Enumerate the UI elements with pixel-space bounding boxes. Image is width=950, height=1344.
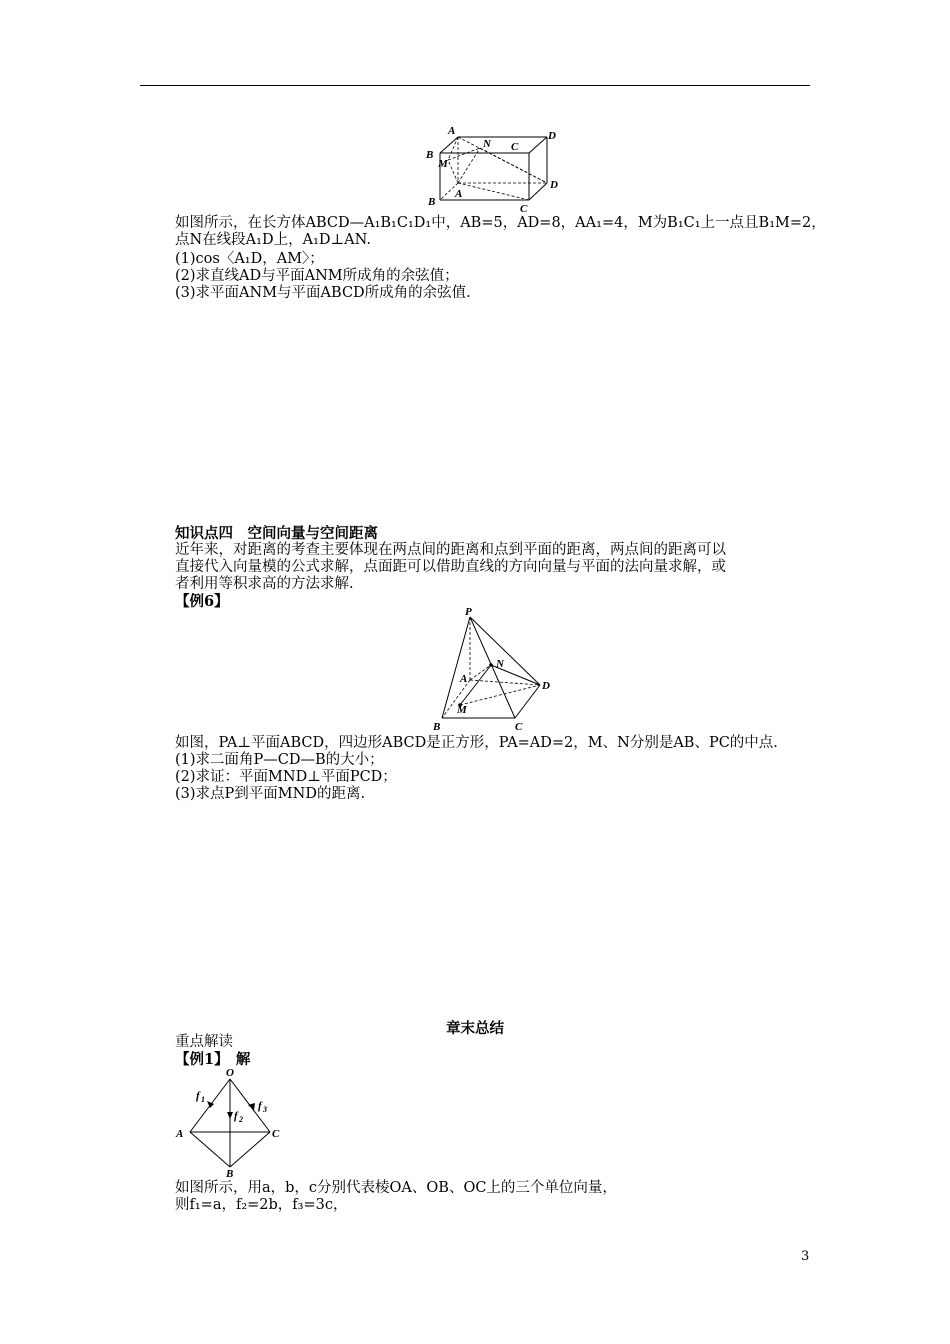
label-N: N	[483, 138, 491, 150]
key-points-label: 重点解读	[175, 1034, 233, 1050]
label-D: D	[542, 680, 550, 692]
label-f2: f	[234, 1110, 238, 1122]
label-N: N	[496, 658, 504, 670]
label-C: C	[515, 721, 523, 733]
label-A: A	[455, 188, 463, 200]
page-number: 3	[801, 1249, 810, 1264]
label-C: C	[272, 1128, 280, 1140]
label-P: P	[465, 606, 472, 618]
label-A: A	[460, 673, 468, 685]
solution-line2: 则f₁=a，f₂=2b，f₃=3c，	[175, 1197, 348, 1213]
example-1-label: 【例1】 解	[175, 1051, 251, 1068]
section-4	[175, 525, 815, 610]
problem-6	[175, 735, 815, 803]
label-C: C	[520, 203, 528, 215]
label-f3: f	[258, 1100, 262, 1112]
label-B: B	[433, 721, 441, 733]
problem-6-line1: 如图，PA⊥平面ABCD，四边形ABCD是正方形，PA=AD=2，M、N分别是AB、PC的中点.	[175, 735, 778, 751]
problem-5-q1: (1)cos〈A₁D，AM〉；	[175, 251, 324, 267]
label-B: B	[428, 196, 436, 208]
problem-6-q1: (1)求二面角P—CD—B的大小；	[175, 752, 384, 768]
summary-intro	[175, 1034, 815, 1068]
label-D1: D	[548, 130, 556, 142]
label-B: B	[226, 1168, 234, 1180]
label-f1-sub: 1	[201, 1095, 205, 1104]
problem-5-q3: (3)求平面ANM与平面ABCD所成角的余弦值.	[175, 285, 471, 301]
figure-forces	[172, 1064, 292, 1179]
section-4-heading: 知识点四 空间向量与空间距离	[175, 525, 378, 542]
label-f3-sub: 3	[263, 1105, 267, 1114]
label-f1: f	[196, 1090, 200, 1102]
problem-6-q3: (3)求点P到平面MND的距离.	[175, 786, 366, 802]
label-M: M	[438, 158, 448, 170]
section-4-p1: 近年来，对距离的考查主要体现在两点间的距离和点到平面的距离，两点间的距离可以	[175, 542, 726, 558]
label-f2-sub: 2	[239, 1115, 243, 1124]
chapter-summary-title: 章末总结	[446, 1020, 504, 1037]
problem-6-q2: (2)求证：平面MND⊥平面PCD；	[175, 769, 397, 785]
solution-line1: 如图所示，用a，b，c分别代表棱OA、OB、OC上的三个单位向量，	[175, 1180, 617, 1196]
label-C1: C	[511, 141, 519, 153]
problem-5-line2: 点N在线段A₁D上，A₁D⊥AN.	[175, 232, 371, 248]
problem-5	[175, 215, 826, 302]
solution	[175, 1180, 815, 1214]
header-rule	[140, 85, 810, 86]
label-B1: B	[426, 149, 434, 161]
problem-5-line1: 如图所示，在长方体ABCD—A₁B₁C₁D₁中，AB=5，AD=8，AA₁=4，M为B₁C₁上一点且B₁M=2，	[175, 215, 826, 231]
label-A: A	[176, 1128, 184, 1140]
example-6-label: 【例6】	[175, 593, 229, 610]
label-D: D	[550, 179, 558, 191]
figure-cuboid	[420, 125, 570, 215]
label-A1: A	[448, 125, 456, 137]
label-O: O	[226, 1067, 234, 1079]
figure-pyramid	[430, 605, 570, 735]
section-4-p3: 者利用等积求高的方法求解.	[175, 576, 354, 592]
section-4-p2: 直接代入向量模的公式求解，点面距可以借助直线的方向向量与平面的法向量求解，或	[175, 559, 726, 575]
label-M: M	[457, 704, 467, 716]
problem-5-q2: (2)求直线AD与平面ANM所成角的余弦值；	[175, 268, 459, 284]
